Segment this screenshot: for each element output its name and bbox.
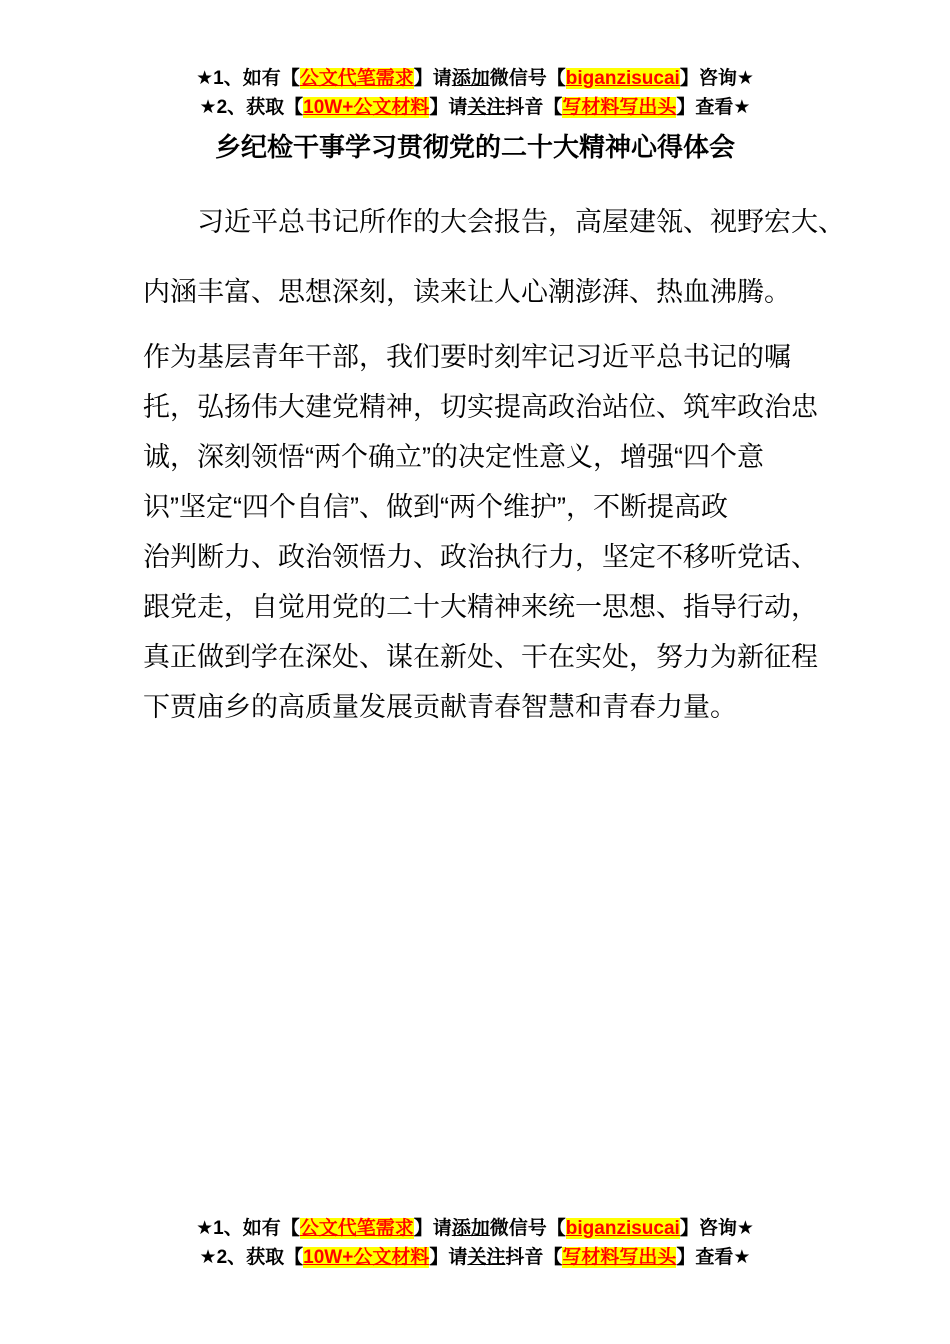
body-line: 内涵丰富、思想深刻，读来让人心潮澎湃、热血沸腾。 bbox=[143, 277, 791, 307]
promo-highlight-service-need: 公文代笔需求 bbox=[299, 68, 414, 89]
body-line: 下贾庙乡的高质量发展贡献青春智慧和青春力量。 bbox=[143, 692, 737, 722]
promo-highlight-wechat-id: biganzisucai bbox=[565, 1218, 680, 1239]
promo-underline-add: 添加 bbox=[451, 1218, 490, 1239]
promo-suffix: 】查看★ bbox=[676, 97, 751, 118]
body-line: 作为基层青年干部，我们要时刻牢记习近平总书记的嘱 bbox=[143, 342, 791, 372]
promo-prefix: ★1、如有【 bbox=[196, 1218, 300, 1239]
body-line: 真正做到学在深处、谋在新处、干在实处，努力为新征程 bbox=[143, 642, 818, 672]
promo-underline-add: 添加 bbox=[451, 68, 490, 89]
promo-header-line-1 bbox=[0, 64, 950, 93]
promo-douyin-label: 抖音【 bbox=[505, 97, 563, 118]
promo-footer-line-1 bbox=[0, 1214, 950, 1243]
paragraph-1 bbox=[143, 187, 845, 327]
promo-footer-line-2 bbox=[0, 1243, 950, 1272]
promo-suffix: 】咨询★ bbox=[679, 68, 754, 89]
promo-wechat-label: 微信号【 bbox=[489, 68, 566, 89]
promo-underline-follow: 关注 bbox=[467, 97, 506, 118]
promo-suffix: 】咨询★ bbox=[679, 1218, 754, 1239]
promo-header-line-2 bbox=[0, 93, 950, 122]
promo-bracket-text: 】请 bbox=[413, 1218, 452, 1239]
promo-highlight-douyin-name: 写材料写出头 bbox=[562, 1247, 677, 1268]
promo-highlight-wechat-id: biganzisucai bbox=[565, 68, 680, 89]
promo-bracket-text: 】请 bbox=[429, 1247, 468, 1268]
promo-bracket-text: 】请 bbox=[429, 97, 468, 118]
promo-highlight-material-count: 10W+公文材料 bbox=[303, 1247, 430, 1268]
body-line: 识”坚定“四个自信”、做到“两个维护”，不断提高政 bbox=[143, 492, 728, 522]
promo-highlight-material-count: 10W+公文材料 bbox=[303, 97, 430, 118]
body-line: 习近平总书记所作的大会报告，高屋建瓴、视野宏大、 bbox=[197, 207, 845, 237]
promo-douyin-label: 抖音【 bbox=[505, 1247, 563, 1268]
promo-prefix: ★2、获取【 bbox=[199, 1247, 304, 1268]
document-title: 乡纪检干事学习贯彻党的二十大精神心得体会 bbox=[214, 132, 735, 162]
body-line: 托，弘扬伟大建党精神，切实提高政治站位、筑牢政治忠 bbox=[143, 392, 818, 422]
promo-prefix: ★2、获取【 bbox=[199, 97, 304, 118]
promo-suffix: 】查看★ bbox=[676, 1247, 751, 1268]
promo-highlight-douyin-name: 写材料写出头 bbox=[562, 97, 677, 118]
body-line: 治判断力、政治领悟力、政治执行力，坚定不移听党话、 bbox=[143, 542, 818, 572]
body-line: 诚，深刻领悟“两个确立”的决定性意义，增强“四个意 bbox=[143, 442, 764, 472]
promo-underline-follow: 关注 bbox=[467, 1247, 506, 1268]
paragraph-2 bbox=[143, 332, 818, 732]
promo-header bbox=[0, 64, 950, 122]
promo-bracket-text: 】请 bbox=[413, 68, 452, 89]
promo-wechat-label: 微信号【 bbox=[489, 1218, 566, 1239]
promo-prefix: ★1、如有【 bbox=[196, 68, 300, 89]
body-line: 跟党走，自觉用党的二十大精神来统一思想、指导行动， bbox=[143, 592, 818, 622]
promo-footer bbox=[0, 1214, 950, 1272]
promo-highlight-service-need: 公文代笔需求 bbox=[299, 1218, 414, 1239]
